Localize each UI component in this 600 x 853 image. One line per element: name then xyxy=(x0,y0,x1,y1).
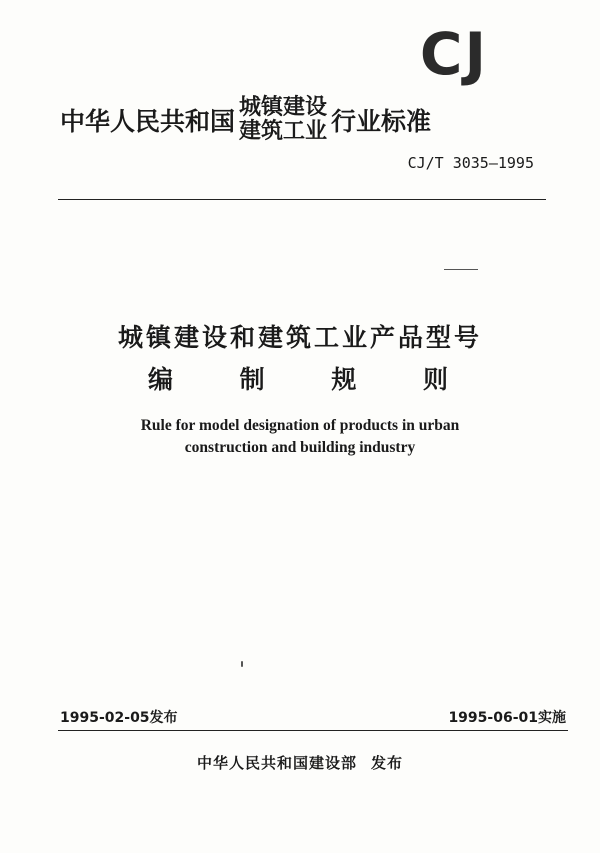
title-stack-bottom: 建筑工业 xyxy=(239,119,328,144)
title-chinese-line1: 城镇建设和建筑工业产品型号 xyxy=(117,323,482,352)
title-stack-top: 城镇建设 xyxy=(239,95,328,120)
title-stack xyxy=(239,96,327,144)
header-divider xyxy=(58,199,546,200)
issuer-line xyxy=(0,752,600,773)
standard-category-title xyxy=(60,95,431,145)
title-char: 制 xyxy=(239,365,265,394)
title-chinese-line2 xyxy=(148,360,448,396)
date-row xyxy=(60,707,566,727)
title-char: 规 xyxy=(331,365,357,394)
standard-logo: CJ xyxy=(419,20,489,88)
issuer-action: 发布 xyxy=(371,754,404,772)
effective-date: 1995-06-01实施 xyxy=(448,710,566,726)
short-divider xyxy=(444,269,478,270)
title-right: 行业标准 xyxy=(331,107,432,136)
title-char: 编 xyxy=(148,365,174,394)
issue-date: 1995-02-05发布 xyxy=(60,710,178,726)
issuer-name: 中华人民共和国建设部 xyxy=(196,754,357,772)
standard-code: CJ/T 3035—1995 xyxy=(407,154,534,172)
title-left: 中华人民共和国 xyxy=(60,107,236,136)
title-english-line1: Rule for model designation of products in urban xyxy=(140,417,460,434)
scan-speck xyxy=(241,661,243,667)
title-english xyxy=(0,415,600,459)
footer-divider xyxy=(58,730,568,731)
title-english-line2: construction and building industry xyxy=(184,439,416,456)
title-char: 则 xyxy=(422,365,448,394)
